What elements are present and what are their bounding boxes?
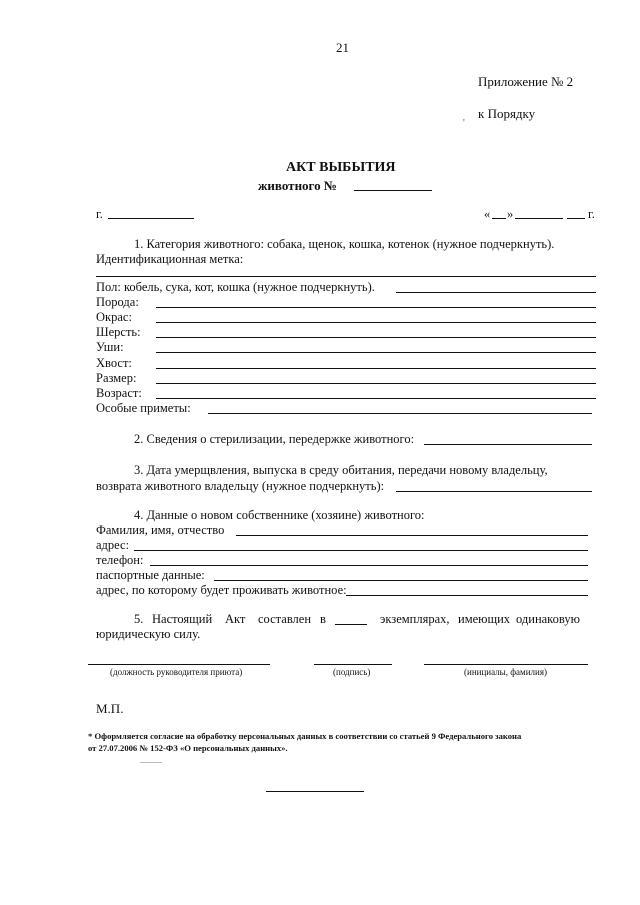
month-line	[515, 218, 563, 219]
scan-speck: '	[463, 118, 465, 129]
field-size	[96, 371, 596, 387]
section2-line	[424, 444, 592, 445]
field-line	[156, 398, 596, 399]
field-label: Хвост:	[96, 356, 132, 370]
field-age	[96, 386, 596, 402]
section3-line2: возврата животного владельцу (нужное подчеркнуть):	[96, 479, 385, 493]
field-tail	[96, 356, 596, 372]
position-signature-line	[88, 664, 270, 665]
field-line	[156, 352, 596, 353]
bottom-separator-line	[266, 791, 364, 792]
field-label: адрес:	[96, 538, 130, 552]
owner-address	[96, 538, 596, 554]
field-label: Уши:	[96, 340, 124, 354]
signature-caption: (подпись)	[333, 667, 371, 677]
date-suffix: г.	[588, 207, 595, 221]
document-subtitle: животного №	[258, 178, 337, 193]
copies-count-line	[335, 624, 367, 625]
field-line	[156, 322, 596, 323]
stamp-place: М.П.	[96, 701, 124, 716]
section1-category: 1. Категория животного: собака, щенок, кошка, котенок (нужное подчеркнуть).	[134, 237, 555, 251]
date-close-quote: »	[507, 207, 514, 221]
section1-id-mark: Идентификационная метка:	[96, 252, 244, 266]
field-label: Пол: кобель, сука, кот, кошка (нужное подчеркнуть).	[96, 280, 375, 294]
field-line	[134, 550, 588, 551]
place-line	[108, 218, 194, 219]
field-line	[236, 535, 588, 536]
field-color	[96, 310, 596, 326]
date-open-quote: «	[484, 207, 491, 221]
field-label: Порода:	[96, 295, 139, 309]
field-line	[156, 383, 596, 384]
field-label: Фамилия, имя, отчество	[96, 523, 225, 537]
owner-passport	[96, 568, 596, 584]
section3-line1: 3. Дата умерщвления, выпуска в среду обитания, передачи новому владельцу,	[134, 463, 548, 477]
section5-word: экземплярах,	[380, 612, 450, 626]
owner-animal-address	[96, 583, 596, 599]
section5-word: в	[320, 612, 326, 626]
field-breed	[96, 295, 596, 311]
field-label: паспортные данные:	[96, 568, 205, 582]
signature-line	[314, 664, 392, 665]
field-line	[396, 292, 596, 293]
field-line	[208, 413, 592, 414]
position-caption: (должность руководителя приюта)	[110, 667, 243, 677]
place-prefix: г.	[96, 207, 103, 221]
section5-word: составлен	[258, 612, 312, 626]
section5-word: имеющих	[458, 612, 511, 626]
section2-sterilization: 2. Сведения о стерилизации, передержке животного:	[134, 432, 415, 446]
field-line	[346, 595, 588, 596]
field-sex	[96, 280, 596, 296]
section5-line2: юридическую силу.	[96, 627, 201, 641]
field-line	[156, 368, 596, 369]
field-label: Особые приметы:	[96, 401, 191, 415]
initials-caption: (инициалы, фамилия)	[464, 667, 547, 677]
field-label: Возраст:	[96, 386, 142, 400]
section5-word: одинаковую	[516, 612, 580, 626]
field-label: Размер:	[96, 371, 137, 385]
field-special-marks	[96, 401, 596, 417]
section5-word: Настоящий	[152, 612, 213, 626]
field-label: телефон:	[96, 553, 144, 567]
id-mark-line	[96, 276, 596, 277]
document-title: АКТ ВЫБЫТИЯ	[286, 160, 396, 175]
appendix-reference: к Порядку	[478, 106, 536, 121]
appendix-label: Приложение № 2	[478, 74, 574, 89]
field-label: Шерсть:	[96, 325, 141, 339]
field-label: адрес, по которому будет проживать животное:	[96, 583, 347, 597]
day-line	[492, 218, 506, 219]
scan-mark	[140, 762, 162, 763]
year-line	[567, 218, 585, 219]
section3-line	[396, 491, 592, 492]
field-line	[150, 565, 588, 566]
section5-word: Акт	[225, 612, 246, 626]
field-line	[214, 580, 588, 581]
section4-heading: 4. Данные о новом собственнике (хозяине) животного:	[134, 508, 425, 522]
footnote-line2: от 27.07.2006 № 152-ФЗ «О персональных данных».	[88, 743, 288, 753]
page-number: 21	[336, 40, 349, 55]
owner-phone	[96, 553, 596, 569]
owner-full-name	[96, 523, 596, 539]
act-number-line	[354, 190, 432, 191]
section5-word: 5.	[134, 612, 144, 626]
footnote-line1: * Оформляется согласие на обработку персональных данных в соответствии со статьей 9 Федерального закона	[88, 731, 522, 741]
field-line	[156, 337, 596, 338]
field-line	[156, 307, 596, 308]
field-label: Окрас:	[96, 310, 132, 324]
field-coat	[96, 325, 596, 341]
field-ears	[96, 340, 596, 356]
initials-signature-line	[424, 664, 588, 665]
